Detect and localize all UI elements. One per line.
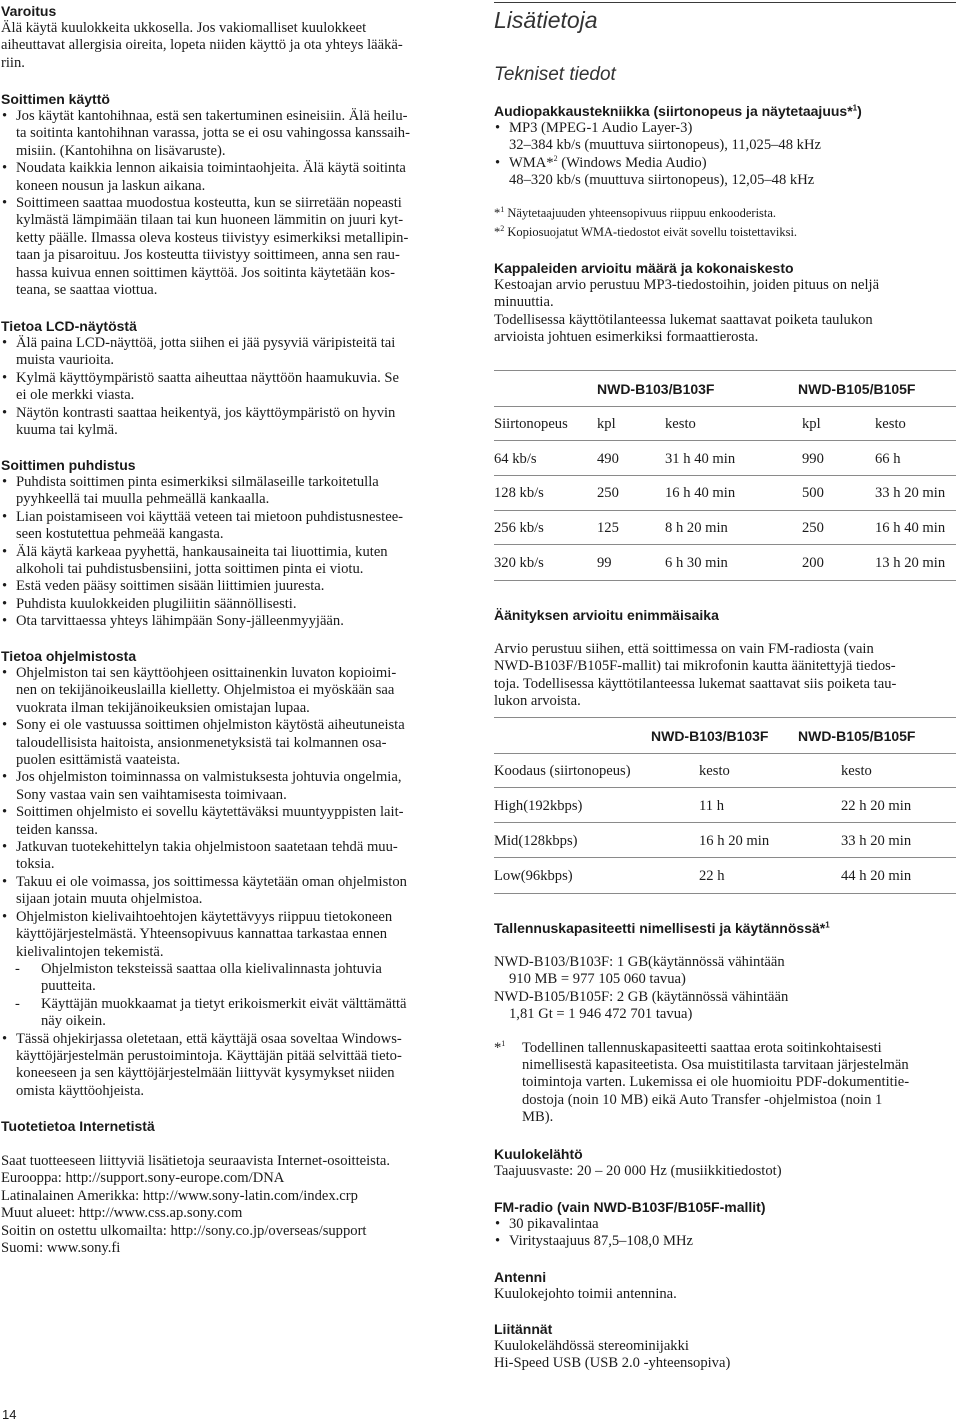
table-rule — [494, 893, 956, 894]
bullet-icon: • — [2, 613, 8, 630]
section-kappaleet — [494, 260, 956, 347]
paragraph-line: arvioista johtuen esimerkiksi formaattierosta. — [494, 329, 759, 346]
table-row — [494, 833, 956, 851]
table-header-cell: NWD-B105/B105F — [798, 728, 916, 744]
table-cell: 250 — [597, 485, 619, 501]
bullet-line: ei ole merkki viasta. — [16, 387, 135, 404]
table-cell: 31 h 40 min — [665, 451, 736, 467]
link-latin-america: Latinalainen Amerikka: http://www.sony-latin.com/index.crp — [1, 1187, 358, 1204]
bullet-line: Näytön kontrasti saattaa heikentyä, jos käyttöympäristö on hyvin — [16, 404, 396, 421]
bullet-line: Estä veden pääsy soittimen sisään liittimien juuresta. — [16, 578, 325, 595]
section-varoitus — [1, 3, 456, 72]
bullet-item — [494, 155, 956, 190]
bullet-line: vuokrata ilman tekijänoikeuksien omistajan lupaa. — [16, 699, 310, 716]
paragraph-line: Arvio perustuu siihen, että soittimessa on vain FM-radiosta (vain — [494, 641, 874, 657]
bullet-icon: • — [2, 474, 8, 490]
paragraph-line: lukon arvoista. — [494, 693, 581, 710]
table-rule — [494, 475, 956, 476]
table-cell: Mid(128kbps) — [494, 833, 578, 849]
heading-kuuloke: Kuulokelähtö — [494, 1146, 583, 1162]
table-cell: 99 — [597, 555, 612, 571]
table-cell: 200 — [802, 555, 824, 571]
bullet-icon: • — [2, 543, 8, 560]
paragraph-line: NWD-B105/B105F: 2 GB (käytännössä vähintään — [494, 988, 789, 1005]
section-kapasiteetti — [494, 920, 956, 1127]
paragraph-line: 1,81 Gt = 1 946 472 701 tavua) — [509, 1006, 693, 1023]
heading-soittimen-kaytto: Soittimen käyttö — [1, 91, 110, 107]
section-internet — [1, 1118, 456, 1257]
table-track-count — [494, 370, 956, 590]
bullet-line: teana, se saattaa viottua. — [16, 282, 158, 299]
paragraph-line: 910 MB = 977 105 060 tavua) — [509, 971, 686, 988]
link-overseas: Soitin on ostettu ulkomailta: http://sony.co.jp/overseas/support — [1, 1222, 367, 1239]
table-cell: kesto — [841, 763, 872, 779]
bullet-icon: • — [495, 154, 501, 171]
bullet-line: kylmästä lämpimään tilaan tai kun huoneen lämmitin on juuri kyt- — [16, 212, 404, 229]
right-column — [494, 0, 956, 1424]
bullet-icon: • — [2, 595, 8, 612]
heading-fm: FM-radio (vain NWD-B103F/B105F-mallit) — [494, 1199, 766, 1215]
table-cell: 490 — [597, 451, 619, 467]
table-rule — [494, 580, 956, 581]
table-rule — [494, 717, 956, 718]
heading-audio: Audiopakkaustekniikka (siirtonopeus ja näytetaajuus*$^1$) — [494, 103, 862, 119]
bullet-line: Kylmä käyttöympäristö saatta aiheuttaa näyttöön haamukuvia. Se — [16, 369, 399, 386]
table-header-cell: NWD-B103/B103F — [597, 381, 715, 397]
table-cell: Siirtonopeus — [494, 416, 568, 432]
heading-kappaleet: Kappaleiden arvioitu määrä ja kokonaiskesto — [494, 260, 794, 276]
section-puhdistus — [1, 457, 456, 631]
bullet-line: teiden kanssa. — [16, 821, 98, 838]
bullet-icon: • — [2, 369, 8, 386]
link-finland: Suomi: www.sony.fi — [1, 1240, 121, 1257]
dash-line: Käyttäjän muokkaamat ja tietyt erikoismerkit eivät välttämättä — [41, 995, 407, 1012]
table-cell: kpl — [597, 416, 616, 432]
table-row — [494, 798, 956, 816]
heading-varoitus: Varoitus — [1, 3, 57, 19]
table-cell: 6 h 30 min — [665, 555, 728, 571]
bullet-line: nen on tekijänoikeuslailla kielletty. Ohjelmistoa ei myöskään saa — [16, 682, 395, 699]
bullet-line: koneeseen ja sen käyttöjärjestelmään liittyvät kysymykset niiden — [16, 1065, 395, 1082]
bullet-item — [1, 578, 456, 595]
bullet-icon: • — [495, 120, 501, 136]
table-rule — [494, 510, 956, 511]
bullet-icon: • — [2, 578, 8, 595]
bullet-line: 30 pikavalintaa — [509, 1216, 599, 1232]
bullet-icon: • — [2, 108, 8, 124]
paragraph-line: Kuulokelähdössä stereominijakki — [494, 1338, 689, 1354]
table-row — [494, 451, 956, 469]
bullet-line: Ohjelmiston tai sen käyttöohjeen osittainenkin luvaton kopioimi- — [16, 665, 397, 681]
table-cell: 22 h — [699, 868, 725, 884]
paragraph-line: Hi-Speed USB (USB 2.0 -yhteensopiva) — [494, 1355, 731, 1372]
heading-aanitys: Äänityksen arvioitu enimmäisaika — [494, 607, 719, 623]
paragraph-line: Kestoajan arvio perustuu MP3-tiedostoihin, joiden pituus on neljä — [494, 277, 880, 293]
bullet-icon: • — [2, 717, 8, 734]
bullet-line: 32–384 kb/s (muuttuva siirtonopeus), 11,025–48 kHz — [509, 137, 821, 154]
table-header-cell: NWD-B105/B105F — [798, 381, 916, 397]
bullet-line: käyttöjärjestelmän perustoimintoja. Käyttäjän pitää selvittää tieto- — [16, 1047, 402, 1064]
table-row — [494, 520, 956, 538]
bullet-icon: • — [2, 908, 8, 925]
paragraph-line: NWD-B103/B103F: 1 GB(käytännössä vähintään — [494, 954, 785, 970]
bullet-line: taan ja pisaroituu. Jos kosteutta tiivistyy soittimeen, anna sen rau- — [16, 247, 400, 264]
table-rule — [494, 440, 956, 441]
table-cell: 990 — [802, 451, 824, 467]
section-aanitys — [494, 607, 956, 711]
page-number: 14 — [2, 1407, 17, 1422]
bullet-line: Soittimeen saattaa muodostua kosteutta, kun se siirretään nopeasti — [16, 195, 402, 212]
paragraph-line: riin. — [1, 54, 25, 71]
footnote-line: MB). — [522, 1109, 554, 1126]
heading-puhdistus: Soittimen puhdistus — [1, 457, 136, 473]
table-cell: 64 kb/s — [494, 451, 537, 467]
bullet-item — [1, 370, 456, 405]
bullet-icon: • — [495, 1216, 501, 1232]
table-row — [494, 868, 956, 886]
bullet-line: MP3 (MPEG-1 Audio Layer-3) — [509, 120, 693, 136]
bullet-icon: • — [495, 1233, 501, 1250]
section-antenni — [494, 1269, 956, 1303]
section-kuuloke — [494, 1146, 956, 1180]
table-cell: 33 h 20 min — [841, 833, 912, 849]
bullet-icon: • — [2, 508, 8, 525]
table-cell: High(192kbps) — [494, 798, 583, 814]
footnote-line: nimellisestä kapasiteetista. Osa muistitilasta tarvitaan järjestelmän — [522, 1057, 909, 1074]
bullet-item — [1, 474, 456, 509]
bullet-line: Jos käytät kantohihnaa, estä sen takertuminen esineisiin. Älä heilu- — [16, 108, 408, 124]
table-rule — [494, 822, 956, 823]
bullet-line: hassa kuivua ennen soittimen käyttöä. Jos soitinta käytetään kos- — [16, 264, 395, 281]
bullet-line: 48–320 kb/s (muuttuva siirtonopeus), 12,05–48 kHz — [509, 172, 815, 189]
dash-line: näy oikein. — [41, 1013, 106, 1030]
bullet-item — [494, 1233, 956, 1250]
bullet-line: Noudata kaikkia lennon aikaisia toimintaohjeita. Älä käytä soitinta — [16, 160, 406, 177]
footnote-line: dostoja (noin 10 MB) eikä Auto Transfer -ohjelmistoa (noin 1 — [522, 1091, 883, 1108]
page-subtitle: Tekniset tiedot — [494, 64, 616, 85]
table-cell: Low(96kbps) — [494, 868, 573, 884]
bullet-line: Puhdista soittimen pinta esimerkiksi silmälaseille tarkoitetulla — [16, 474, 379, 490]
paragraph-line: NWD-B103F/B105F-mallit) tai mikrofonin kautta äänitettyjä tiedos- — [494, 658, 896, 675]
table-cell: Koodaus (siirtonopeus) — [494, 763, 631, 779]
bullet-item — [1, 769, 456, 804]
bullet-icon: • — [2, 1030, 8, 1047]
bullet-line: Takuu ei ole voimassa, jos soittimessa käytetään oman ohjelmiston — [16, 873, 407, 890]
table-header-row — [494, 381, 956, 399]
bullet-line: käyttöjärjestelmästä. Yhteensopivuus kannattaa tarkastaa ennen — [16, 926, 388, 943]
table-rule — [494, 370, 956, 371]
section-soittimen-kaytto — [1, 91, 456, 299]
footnote-mark: *$^1$ — [494, 1038, 506, 1056]
bullet-item — [1, 405, 456, 440]
table-rule — [494, 406, 956, 407]
table-recording-time — [494, 717, 956, 903]
bullet-icon: • — [2, 804, 8, 821]
bullet-line: alkoholi tai puhdistusbensiini, jotta soittimen pinta ei viotu. — [16, 561, 364, 578]
bullet-item — [1, 544, 456, 579]
table-cell: kesto — [875, 416, 906, 432]
bullet-icon: • — [2, 195, 8, 212]
table-cell: 16 h 40 min — [875, 520, 946, 536]
bullet-line: Älä paina LCD-näyttöä, jotta siihen ei jää pysyviä väripisteitä tai — [16, 335, 396, 351]
table-cell: 13 h 20 min — [875, 555, 946, 571]
bullet-line: Sony ei ole vastuussa soittimen ohjelmiston käytöstä aiheutuneista — [16, 717, 405, 734]
bullet-line: sijaan jotain muuta ohjelmistoa. — [16, 891, 203, 908]
bullet-item — [1, 839, 456, 874]
table-cell: kesto — [665, 416, 696, 432]
table-cell: kpl — [802, 416, 821, 432]
table-cell: 16 h 40 min — [665, 485, 736, 501]
paragraph-line: Saat tuotteeseen liittyviä lisätietoja seuraavista Internet-osoitteista. — [1, 1153, 391, 1169]
bullet-line: Tässä ohjekirjassa oletetaan, että käyttäjä osaa soveltaa Windows- — [16, 1030, 402, 1047]
table-cell: 256 kb/s — [494, 520, 544, 536]
table-subheader-row — [494, 763, 956, 781]
bullet-line: WMA*$^2$ (Windows Media Audio) — [509, 153, 707, 171]
heading-liitannat: Liitännät — [494, 1321, 553, 1337]
bullet-icon: • — [2, 665, 8, 681]
bullet-item — [1, 717, 456, 769]
footnote-capacity — [494, 1040, 956, 1127]
bullet-line: Jatkuvan tuotekehittelyn takia ohjelmistoon saatetaan tehdä muu- — [16, 839, 398, 856]
section-lcd — [1, 318, 456, 439]
page-title: Lisätietoja — [494, 7, 598, 33]
heading-internet: Tuotetietoa Internetistä — [1, 1118, 155, 1134]
paragraph-line: minuuttia. — [494, 294, 554, 311]
footnote-line: toimintoja varten. Lukemissa ei ole huomioitu PDF-dokumentitie- — [522, 1074, 910, 1091]
paragraph-line: Todellisessa käyttötilanteessa lukemat saattavat poiketa taulukon — [494, 311, 873, 328]
bullet-item — [1, 874, 456, 909]
bullet-line: ta soitinta kantohihnan varassa, jotta se ei osu vahingossa kanssaih- — [16, 125, 410, 142]
bullet-icon: • — [2, 839, 8, 856]
bullet-line: toksia. — [16, 856, 55, 873]
bullet-line: Puhdista kuulokkeiden plugiliitin säännöllisesti. — [16, 595, 297, 612]
bullet-line: kuuma tai kylmä. — [16, 422, 118, 439]
bullet-item — [1, 335, 456, 370]
table-row — [494, 485, 956, 503]
bullet-line: pyyhkeellä tai muulla pehmeällä kankaalla. — [16, 491, 270, 508]
section-fm — [494, 1199, 956, 1251]
bullet-line: Älä käytä karkeaa pyyhettä, hankausaineita tai liuottimia, kuten — [16, 543, 388, 560]
bullet-line: ketty päälle. Ilmassa oleva kosteus tiivistyy esimerkiksi metallipin- — [16, 229, 409, 246]
bullet-line: taloudellisista haitoista, ansionmenetyksistä tai kolmannen osa- — [16, 734, 387, 751]
bullet-icon: • — [2, 769, 8, 786]
bullet-item — [1, 804, 456, 839]
bullet-item — [494, 120, 956, 155]
footnote-line: Todellinen tallennuskapasiteetti saattaa erota soitinkohtaisesti — [522, 1039, 882, 1056]
table-cell: 320 kb/s — [494, 555, 544, 571]
bullet-item — [1, 108, 456, 160]
dash-line: puutteita. — [41, 978, 96, 995]
section-ohjelmisto — [1, 648, 456, 1100]
table-row — [494, 555, 956, 573]
footnote-2: *$^2$ Kopiosuojatut WMA-tiedostot eivät sovellu toistettaviksi. — [494, 223, 798, 239]
table-cell: 125 — [597, 520, 619, 536]
dash-icon: - — [15, 960, 20, 977]
bullet-icon: • — [2, 335, 8, 351]
table-cell: 33 h 20 min — [875, 485, 946, 501]
bullet-line: Viritystaajuus 87,5–108,0 MHz — [509, 1233, 693, 1250]
bullet-line: puolen esittämistä vaateista. — [16, 752, 181, 769]
paragraph-line: aiheuttavat allergisia oireita, lopeta niiden käyttö ja ota yhteys lääkä- — [1, 37, 403, 54]
bullet-item — [1, 909, 456, 961]
bullet-line: Soittimen ohjelmisto ei sovellu käytettäväksi muuntyyppisten lait- — [16, 804, 404, 821]
bullet-item — [1, 596, 456, 613]
table-cell: 8 h 20 min — [665, 520, 728, 536]
table-cell: kesto — [699, 763, 730, 779]
paragraph-line: Kuulokejohto toimii antennina. — [494, 1286, 677, 1302]
dash-line: Ohjelmiston teksteissä saattaa olla kielivalinnasta johtuvia — [41, 960, 382, 977]
table-cell: 22 h 20 min — [841, 798, 912, 814]
bullet-line: Ohjelmiston kielivaihtoehtojen käytettävyys riippuu tietokoneen — [16, 908, 393, 925]
paragraph-line: Älä käytä kuulokkeita ukkosella. Jos vakiomalliset kuulokkeet — [1, 20, 367, 36]
dash-icon: - — [15, 995, 20, 1012]
table-cell: 500 — [802, 485, 824, 501]
table-header-row — [494, 728, 956, 746]
table-cell: 44 h 20 min — [841, 868, 912, 884]
table-header-cell: NWD-B103/B103F — [651, 728, 769, 744]
bullet-line: misiin. (Kantohihna on lisävaruste). — [16, 142, 226, 159]
table-subheader-row — [494, 416, 956, 434]
table-rule — [494, 857, 956, 858]
heading-antenni: Antenni — [494, 1269, 547, 1285]
bullet-line: seen kostutettua pehmeää kangasta. — [16, 526, 224, 543]
dash-item — [1, 996, 456, 1031]
bullet-item — [1, 613, 456, 630]
paragraph-line: Taajuusvaste: 20 – 20 000 Hz (musiikkitiedostot) — [494, 1163, 782, 1179]
heading-ohjelmisto: Tietoa ohjelmistosta — [1, 648, 137, 664]
bullet-item — [1, 1031, 456, 1101]
table-cell: 11 h — [699, 798, 724, 814]
bullet-icon: • — [2, 404, 8, 421]
dash-item — [1, 961, 456, 996]
bullet-line: muista vaurioita. — [16, 352, 115, 369]
section-liitannat — [494, 1321, 956, 1373]
table-rule — [494, 544, 956, 545]
section-audio — [494, 103, 956, 242]
link-europe: Eurooppa: http://support.sony-europe.com/DNA — [1, 1170, 285, 1187]
bullet-line: kielivalintojen tekemistä. — [16, 943, 164, 960]
bullet-item — [1, 195, 456, 299]
table-cell: 128 kb/s — [494, 485, 544, 501]
bullet-icon: • — [2, 873, 8, 890]
bullet-line: koneen nousun ja laskun aikana. — [16, 177, 206, 194]
table-rule — [494, 787, 956, 788]
bullet-line: Jos ohjelmiston toiminnassa on valmistuksesta johtuvia ongelmia, — [16, 769, 402, 786]
bullet-line: Sony vastaa vain sen vaihtamisesta toimivaan. — [16, 786, 287, 803]
heading-kapasiteetti: Tallennuskapasiteetti nimellisesti ja käytännössä*$^1$ — [494, 920, 830, 936]
bullet-icon: • — [2, 160, 8, 177]
bullet-item — [1, 509, 456, 544]
bullet-item — [1, 160, 456, 195]
table-rule — [494, 753, 956, 754]
bullet-line: Ota tarvittaessa yhteys lähimpään Sony-jälleenmyyjään. — [16, 613, 344, 630]
table-cell: 66 h — [875, 451, 901, 467]
top-rule — [494, 2, 956, 3]
paragraph-line: toja. Todellisessa käyttötilanteessa lukemat saattavat siis poiketa tau- — [494, 675, 897, 692]
bullet-line: Lian poistamiseen voi käyttää veteen tai mietoon puhdistusnestee- — [16, 508, 404, 525]
table-cell: 250 — [802, 520, 824, 536]
footnote-1: *$^1$ Näytetaajuuden yhteensopivuus riippuu enkooderista. — [494, 204, 777, 220]
bullet-item — [1, 665, 456, 717]
heading-lcd: Tietoa LCD-näytöstä — [1, 318, 137, 334]
table-cell: 16 h 20 min — [699, 833, 770, 849]
link-other-regions: Muut alueet: http://www.css.ap.sony.com — [1, 1205, 243, 1222]
bullet-item — [494, 1216, 956, 1233]
bullet-line: omista käyttöohjeista. — [16, 1082, 145, 1099]
